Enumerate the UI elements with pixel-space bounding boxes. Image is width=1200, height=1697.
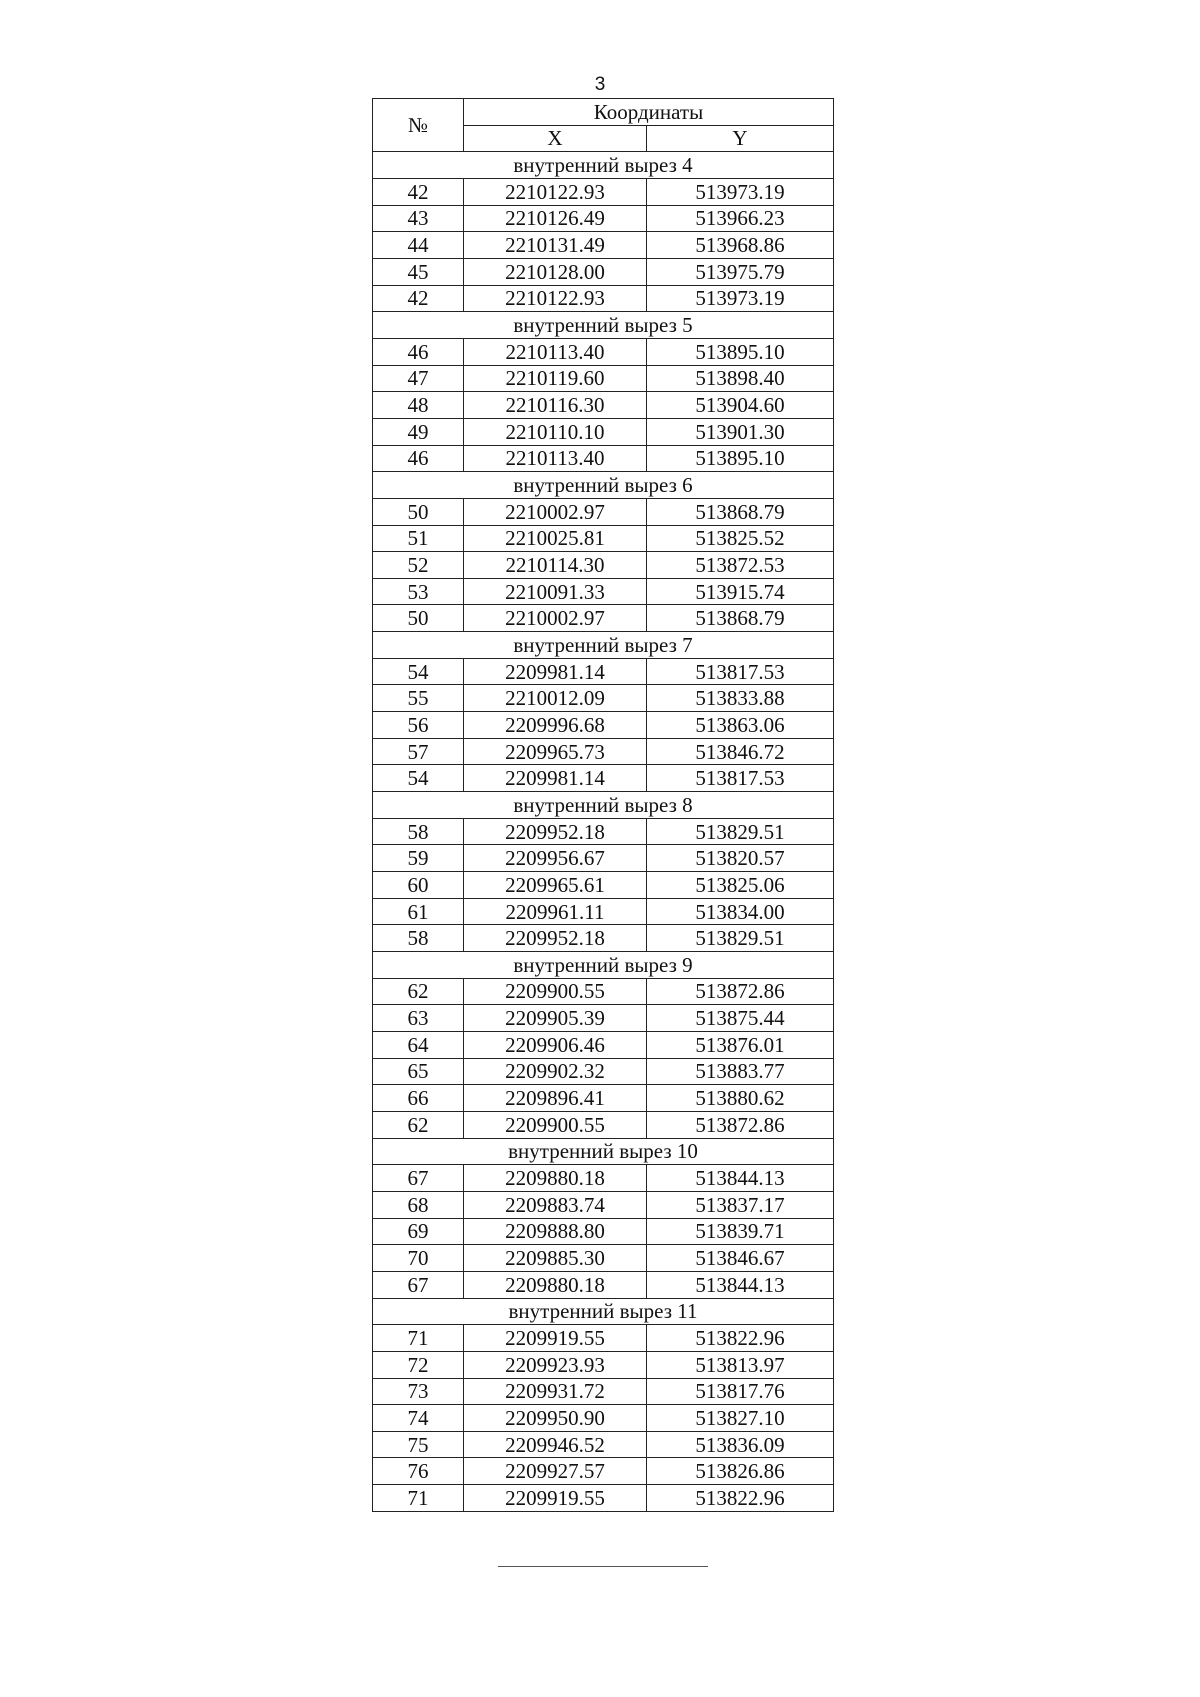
table-row	[373, 1431, 834, 1458]
point-number-cell: 58	[373, 818, 464, 845]
section-title: внутренний вырез 8	[373, 792, 834, 819]
x-coordinate-cell: 2209888.80	[464, 1218, 647, 1245]
x-coordinate-cell: 2210113.40	[464, 445, 647, 472]
table-row	[373, 658, 834, 685]
table-row	[373, 1485, 834, 1512]
header-row	[373, 99, 834, 126]
x-coordinate-cell: 2209885.30	[464, 1245, 647, 1272]
table-row	[373, 258, 834, 285]
table-row	[373, 178, 834, 205]
point-number-cell: 56	[373, 712, 464, 739]
section-title: внутренний вырез 9	[373, 952, 834, 979]
table-row	[373, 765, 834, 792]
table-row	[373, 685, 834, 712]
x-coordinate-cell: 2210113.40	[464, 338, 647, 365]
y-coordinate-cell: 513846.67	[647, 1245, 834, 1272]
section-row	[373, 632, 834, 659]
table-row	[373, 1085, 834, 1112]
section-title: внутренний вырез 6	[373, 472, 834, 499]
point-number-cell: 71	[373, 1325, 464, 1352]
x-coordinate-cell: 2210116.30	[464, 392, 647, 419]
point-number-cell: 46	[373, 445, 464, 472]
table-row	[373, 338, 834, 365]
table-row	[373, 1005, 834, 1032]
x-coordinate-cell: 2209946.52	[464, 1431, 647, 1458]
x-coordinate-cell: 2210091.33	[464, 578, 647, 605]
x-column-header: X	[464, 125, 647, 152]
page-number: 3	[594, 74, 606, 95]
point-number-cell: 62	[373, 978, 464, 1005]
x-coordinate-cell: 2209883.74	[464, 1191, 647, 1218]
table-row	[373, 845, 834, 872]
table-row	[373, 525, 834, 552]
y-coordinate-cell: 513898.40	[647, 365, 834, 392]
table-row	[373, 232, 834, 259]
y-coordinate-cell: 513895.10	[647, 338, 834, 365]
section-row	[373, 952, 834, 979]
y-coordinate-cell: 513829.51	[647, 925, 834, 952]
y-coordinate-cell: 513875.44	[647, 1005, 834, 1032]
table-row	[373, 365, 834, 392]
table-row	[373, 285, 834, 312]
point-number-cell: 51	[373, 525, 464, 552]
point-number-cell: 69	[373, 1218, 464, 1245]
footer-rule	[498, 1566, 708, 1567]
y-coordinate-cell: 513846.72	[647, 738, 834, 765]
point-number-cell: 49	[373, 418, 464, 445]
section-title: внутренний вырез 5	[373, 312, 834, 339]
section-title: внутренний вырез 4	[373, 152, 834, 179]
y-coordinate-cell: 513973.19	[647, 178, 834, 205]
table-row	[373, 578, 834, 605]
x-coordinate-cell: 2209880.18	[464, 1271, 647, 1298]
y-coordinate-cell: 513837.17	[647, 1191, 834, 1218]
x-coordinate-cell: 2209931.72	[464, 1378, 647, 1405]
coordinates-table	[372, 98, 834, 1512]
section-title: внутренний вырез 10	[373, 1138, 834, 1165]
x-coordinate-cell: 2209996.68	[464, 712, 647, 739]
point-number-cell: 42	[373, 178, 464, 205]
table-row	[373, 1165, 834, 1192]
table-row	[373, 872, 834, 899]
table-row	[373, 1378, 834, 1405]
point-number-cell: 62	[373, 1111, 464, 1138]
y-coordinate-cell: 513966.23	[647, 205, 834, 232]
x-coordinate-cell: 2209965.61	[464, 872, 647, 899]
point-number-cell: 53	[373, 578, 464, 605]
y-coordinate-cell: 513844.13	[647, 1165, 834, 1192]
x-coordinate-cell: 2210012.09	[464, 685, 647, 712]
y-coordinate-cell: 513872.86	[647, 978, 834, 1005]
table-row	[373, 392, 834, 419]
coordinates-column-header: Координаты	[464, 99, 834, 126]
point-number-cell: 44	[373, 232, 464, 259]
x-coordinate-cell: 2209900.55	[464, 978, 647, 1005]
point-number-cell: 50	[373, 498, 464, 525]
x-coordinate-cell: 2210025.81	[464, 525, 647, 552]
point-number-cell: 64	[373, 1031, 464, 1058]
point-number-cell: 47	[373, 365, 464, 392]
table-body	[373, 152, 834, 1511]
table-row	[373, 1245, 834, 1272]
y-coordinate-cell: 513880.62	[647, 1085, 834, 1112]
table-row	[373, 898, 834, 925]
point-number-cell: 42	[373, 285, 464, 312]
section-title: внутренний вырез 7	[373, 632, 834, 659]
point-number-cell: 68	[373, 1191, 464, 1218]
y-coordinate-cell: 513872.86	[647, 1111, 834, 1138]
point-number-cell: 60	[373, 872, 464, 899]
x-coordinate-cell: 2210122.93	[464, 178, 647, 205]
y-coordinate-cell: 513820.57	[647, 845, 834, 872]
table-row	[373, 205, 834, 232]
y-coordinate-cell: 513825.52	[647, 525, 834, 552]
table-row	[373, 498, 834, 525]
x-coordinate-cell: 2209896.41	[464, 1085, 647, 1112]
section-row	[373, 472, 834, 499]
point-number-cell: 70	[373, 1245, 464, 1272]
y-coordinate-cell: 513904.60	[647, 392, 834, 419]
y-coordinate-cell: 513883.77	[647, 1058, 834, 1085]
y-coordinate-cell: 513822.96	[647, 1325, 834, 1352]
y-coordinate-cell: 513817.53	[647, 765, 834, 792]
point-number-cell: 54	[373, 658, 464, 685]
section-row	[373, 1138, 834, 1165]
y-coordinate-cell: 513968.86	[647, 232, 834, 259]
table-row	[373, 418, 834, 445]
table-row	[373, 1058, 834, 1085]
x-coordinate-cell: 2210119.60	[464, 365, 647, 392]
table-row	[373, 1325, 834, 1352]
y-coordinate-cell: 513826.86	[647, 1458, 834, 1485]
table-row	[373, 712, 834, 739]
y-coordinate-cell: 513973.19	[647, 285, 834, 312]
point-number-cell: 59	[373, 845, 464, 872]
point-number-cell: 71	[373, 1485, 464, 1512]
table-header	[373, 99, 834, 152]
point-number-cell: 61	[373, 898, 464, 925]
x-coordinate-cell: 2210128.00	[464, 258, 647, 285]
section-row	[373, 312, 834, 339]
table-row	[373, 1111, 834, 1138]
y-coordinate-cell: 513915.74	[647, 578, 834, 605]
point-number-cell: 72	[373, 1351, 464, 1378]
section-title: внутренний вырез 11	[373, 1298, 834, 1325]
point-number-cell: 65	[373, 1058, 464, 1085]
x-coordinate-cell: 2210131.49	[464, 232, 647, 259]
x-coordinate-cell: 2209956.67	[464, 845, 647, 872]
y-coordinate-cell: 513863.06	[647, 712, 834, 739]
y-coordinate-cell: 513844.13	[647, 1271, 834, 1298]
y-coordinate-cell: 513834.00	[647, 898, 834, 925]
y-coordinate-cell: 513839.71	[647, 1218, 834, 1245]
y-coordinate-cell: 513868.79	[647, 605, 834, 632]
table-row	[373, 1271, 834, 1298]
point-number-cell: 57	[373, 738, 464, 765]
x-coordinate-cell: 2210002.97	[464, 605, 647, 632]
section-row	[373, 152, 834, 179]
point-number-cell: 67	[373, 1271, 464, 1298]
y-coordinate-cell: 513901.30	[647, 418, 834, 445]
table-row	[373, 445, 834, 472]
section-row	[373, 792, 834, 819]
x-coordinate-cell: 2209919.55	[464, 1325, 647, 1352]
x-coordinate-cell: 2209905.39	[464, 1005, 647, 1032]
point-number-cell: 52	[373, 552, 464, 579]
table-row	[373, 1351, 834, 1378]
table-row	[373, 1191, 834, 1218]
point-number-cell: 46	[373, 338, 464, 365]
x-coordinate-cell: 2209919.55	[464, 1485, 647, 1512]
y-coordinate-cell: 513825.06	[647, 872, 834, 899]
point-number-cell: 63	[373, 1005, 464, 1032]
x-coordinate-cell: 2209952.18	[464, 818, 647, 845]
y-coordinate-cell: 513872.53	[647, 552, 834, 579]
point-number-cell: 74	[373, 1405, 464, 1432]
x-coordinate-cell: 2210110.10	[464, 418, 647, 445]
y-coordinate-cell: 513829.51	[647, 818, 834, 845]
y-coordinate-cell: 513836.09	[647, 1431, 834, 1458]
section-row	[373, 1298, 834, 1325]
y-coordinate-cell: 513975.79	[647, 258, 834, 285]
y-coordinate-cell: 513813.97	[647, 1351, 834, 1378]
x-coordinate-cell: 2209981.14	[464, 658, 647, 685]
x-coordinate-cell: 2209952.18	[464, 925, 647, 952]
point-number-cell: 48	[373, 392, 464, 419]
point-number-cell: 73	[373, 1378, 464, 1405]
point-number-cell: 66	[373, 1085, 464, 1112]
x-coordinate-cell: 2209981.14	[464, 765, 647, 792]
table-row	[373, 552, 834, 579]
y-coordinate-cell: 513822.96	[647, 1485, 834, 1512]
table-row	[373, 1458, 834, 1485]
point-number-cell: 55	[373, 685, 464, 712]
y-coordinate-cell: 513833.88	[647, 685, 834, 712]
y-coordinate-cell: 513895.10	[647, 445, 834, 472]
point-number-cell: 67	[373, 1165, 464, 1192]
x-coordinate-cell: 2209927.57	[464, 1458, 647, 1485]
x-coordinate-cell: 2209880.18	[464, 1165, 647, 1192]
x-coordinate-cell: 2210114.30	[464, 552, 647, 579]
point-number-cell: 45	[373, 258, 464, 285]
y-coordinate-cell: 513817.76	[647, 1378, 834, 1405]
number-column-header: №	[373, 99, 464, 152]
point-number-cell: 50	[373, 605, 464, 632]
x-coordinate-cell: 2209923.93	[464, 1351, 647, 1378]
x-coordinate-cell: 2210002.97	[464, 498, 647, 525]
point-number-cell: 75	[373, 1431, 464, 1458]
table-row	[373, 978, 834, 1005]
point-number-cell: 54	[373, 765, 464, 792]
x-coordinate-cell: 2209906.46	[464, 1031, 647, 1058]
x-coordinate-cell: 2209961.11	[464, 898, 647, 925]
y-coordinate-cell: 513817.53	[647, 658, 834, 685]
x-coordinate-cell: 2209950.90	[464, 1405, 647, 1432]
table-row	[373, 1031, 834, 1058]
point-number-cell: 76	[373, 1458, 464, 1485]
y-coordinate-cell: 513827.10	[647, 1405, 834, 1432]
table-row	[373, 925, 834, 952]
y-coordinate-cell: 513876.01	[647, 1031, 834, 1058]
point-number-cell: 43	[373, 205, 464, 232]
y-column-header: Y	[647, 125, 834, 152]
x-coordinate-cell: 2210122.93	[464, 285, 647, 312]
table-row	[373, 738, 834, 765]
y-coordinate-cell: 513868.79	[647, 498, 834, 525]
x-coordinate-cell: 2209965.73	[464, 738, 647, 765]
table-row	[373, 1405, 834, 1432]
x-coordinate-cell: 2210126.49	[464, 205, 647, 232]
table-row	[373, 605, 834, 632]
x-coordinate-cell: 2209902.32	[464, 1058, 647, 1085]
table-row	[373, 818, 834, 845]
point-number-cell: 58	[373, 925, 464, 952]
table-row	[373, 1218, 834, 1245]
x-coordinate-cell: 2209900.55	[464, 1111, 647, 1138]
